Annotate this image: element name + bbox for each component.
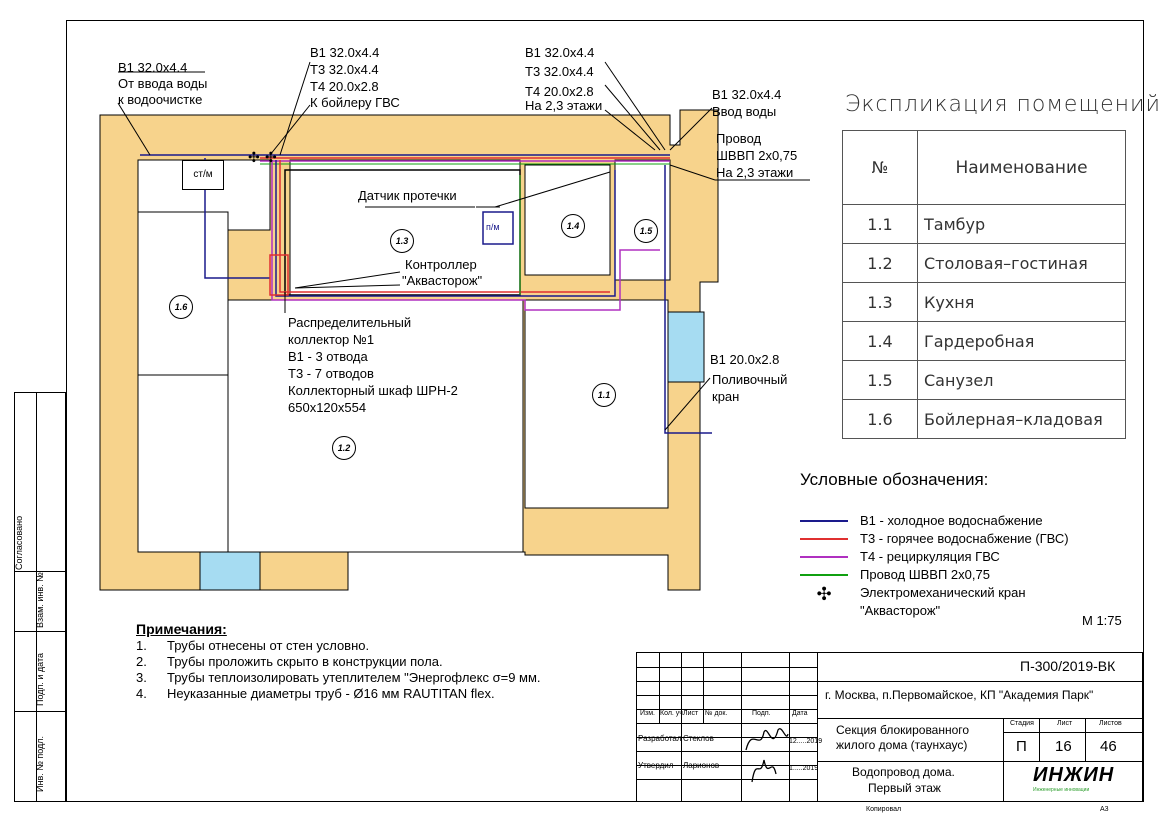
- legend-text: Т3 - горячее водоснабжение (ГВС): [860, 531, 1069, 546]
- stamp-app-date: 1.....2019: [789, 765, 819, 772]
- notes-list: [136, 638, 541, 702]
- wire-label-2: ШВВП 2х0,75: [716, 148, 798, 163]
- explication-name: Столовая–гостиная: [918, 244, 1126, 283]
- stamp-kol: Кол. уч: [660, 710, 683, 717]
- cold-in-text2: к водоочистке: [118, 92, 203, 107]
- svg-text:✣: ✣: [265, 150, 277, 166]
- legend-text: "Аквасторож": [860, 603, 941, 618]
- stamp-app-name: Ларионов: [683, 761, 720, 770]
- legend-item: [800, 548, 1069, 566]
- floor23-t4-label: Т4 20.0х2.8: [525, 84, 594, 99]
- stamp-object-2: жилого дома (таунхаус): [836, 738, 968, 752]
- company-logo: ИНЖИН: [1033, 764, 1115, 786]
- boiler-b1-label: В1 32.0х4.4: [310, 45, 380, 60]
- note-number: 2.: [136, 654, 147, 669]
- legend-title: Условные обозначения:: [800, 470, 989, 489]
- stamp-date: Дата: [792, 710, 808, 717]
- stamp-izm: Изм.: [640, 710, 655, 717]
- explication-table: [842, 130, 1126, 439]
- legend-swatch: [800, 520, 848, 522]
- stamp-sheet-header: Лист: [1057, 720, 1073, 727]
- stamp-code: П-300/2019-ВК: [1020, 658, 1116, 674]
- entry-b1-label: В1 32.0х4.4: [712, 87, 782, 102]
- room-number: 1.4: [561, 214, 585, 238]
- stamp-sheet: 16: [1055, 738, 1072, 755]
- room-number: 1.3: [390, 229, 414, 253]
- note-number: 1.: [136, 638, 147, 653]
- stamp-stage-header: Стадия: [1010, 720, 1034, 727]
- collector-line: Коллекторный шкаф ШРН-2: [288, 383, 458, 398]
- stamp-doc: № док.: [705, 710, 728, 717]
- side-inv1: Взам. инв. №: [35, 572, 45, 628]
- room-number: 1.6: [169, 295, 193, 319]
- entry-text: Ввод воды: [712, 104, 777, 119]
- note-item: [136, 670, 541, 686]
- legend-item: [800, 512, 1069, 530]
- side-sign: Подп. и дата: [35, 652, 45, 706]
- svg-text:✣: ✣: [248, 150, 260, 166]
- stamp-app-role: Утвердил: [638, 761, 674, 770]
- wire-label-1: Провод: [716, 131, 762, 146]
- legend-text: Электромеханический кран: [860, 585, 1026, 600]
- explication-name: Бойлерная–кладовая: [918, 400, 1126, 439]
- stamp-dev-name: Стеклов: [683, 734, 714, 743]
- company-logo-sub: Инженерные инновации: [1033, 787, 1090, 793]
- note-number: 3.: [136, 670, 147, 685]
- cold-in-pipe-label: В1 32.0х4.4: [118, 60, 188, 75]
- floor23-b1-label: В1 32.0х4.4: [525, 45, 595, 60]
- boiler-text: К бойлеру ГВС: [310, 95, 400, 110]
- side-agreed: Согласовано: [14, 515, 24, 570]
- stamp-copied: Копировал: [866, 806, 902, 813]
- legend-item: [800, 530, 1069, 548]
- controller-label-2: "Аквасторож": [402, 273, 483, 288]
- stamp-podp: Подп.: [752, 710, 771, 717]
- stamp-sheet-title-2: Первый этаж: [868, 781, 941, 795]
- explication-name: Тамбур: [918, 205, 1126, 244]
- floor23-t3-label: Т3 32.0х4.4: [525, 64, 594, 79]
- irrigation-b1-label: В1 20.0х2.8: [710, 352, 780, 367]
- leak-sensor-label: Датчик протечки: [358, 188, 457, 203]
- collector-line: В1 - 3 отвода: [288, 349, 368, 364]
- stamp-address: г. Москва, п.Первомайское, КП "Академия Парк": [825, 688, 1094, 702]
- legend-text: Т4 - рециркуляция ГВС: [860, 549, 1000, 564]
- explication-no: 1.1: [843, 205, 918, 244]
- stamp-list: Лист: [683, 710, 699, 717]
- explication-col-no: №: [843, 131, 918, 205]
- room-number: 1.5: [634, 219, 658, 243]
- note-text: Трубы теплоизолировать утеплителем "Энергофлекс σ=9 мм.: [167, 670, 541, 685]
- note-number: 4.: [136, 686, 147, 701]
- explication-no: 1.2: [843, 244, 918, 283]
- legend-item: [800, 566, 1069, 584]
- legend-text: В1 - холодное водоснабжение: [860, 513, 1043, 528]
- legend-swatch: [800, 556, 848, 558]
- riser-box: ст/м: [182, 160, 224, 190]
- valve-icon: ✣: [816, 584, 832, 605]
- collector-note: [288, 314, 458, 416]
- wire-label-3: На 2,3 этажи: [716, 165, 794, 180]
- explication-no: 1.6: [843, 400, 918, 439]
- legend-swatch: [800, 574, 848, 576]
- explication-no: 1.5: [843, 361, 918, 400]
- stamp-dev-role: Разработал: [638, 734, 682, 743]
- collector-line: Распределительный: [288, 315, 412, 330]
- explication-col-name: Наименование: [918, 131, 1126, 205]
- floor23-text: На 2,3 этажи: [525, 98, 603, 113]
- explication-title: Экспликация помещений: [845, 92, 1161, 117]
- controller-label-1: Контроллер: [405, 257, 477, 272]
- explication-name: Санузел: [918, 361, 1126, 400]
- side-inv2: Инв. № подл.: [35, 735, 45, 792]
- room-number: 1.1: [592, 383, 616, 407]
- explication-no: 1.3: [843, 283, 918, 322]
- boiler-t4-label: Т4 20.0х2.8: [310, 79, 379, 94]
- stamp-sheet-title-1: Водопровод дома.: [852, 765, 955, 779]
- legend-text: Провод ШВВП 2х0,75: [860, 567, 990, 582]
- explication-name: Кухня: [918, 283, 1126, 322]
- note-text: Трубы проложить скрыто в конструкции пола.: [167, 654, 443, 669]
- collector-line: коллектор №1: [288, 332, 375, 347]
- scale-label: М 1:75: [1082, 613, 1122, 628]
- stamp-format: А3: [1100, 806, 1109, 813]
- irrigation-label-2: кран: [712, 389, 740, 404]
- note-text: Трубы отнесены от стен условно.: [167, 638, 370, 653]
- stamp-sheets-header: Листов: [1099, 720, 1122, 727]
- note-text: Неуказанные диаметры труб - Ø16 мм RAUTITAN flex.: [167, 686, 495, 701]
- boiler-t3-label: Т3 32.0х4.4: [310, 62, 379, 77]
- note-item: [136, 654, 541, 670]
- room-number: 1.2: [332, 436, 356, 460]
- irrigation-label-1: Поливочный: [712, 372, 788, 387]
- note-item: [136, 686, 541, 702]
- legend-swatch: [800, 538, 848, 540]
- collector-line: 650х120х554: [288, 400, 367, 415]
- pm-label: п/м: [486, 222, 500, 232]
- stamp-dev-date: 12.....2019: [789, 738, 823, 745]
- signature-2: [748, 752, 778, 786]
- explication-no: 1.4: [843, 322, 918, 361]
- stamp-stage: П: [1016, 738, 1027, 755]
- cold-in-text1: От ввода воды: [118, 76, 208, 91]
- notes-title: Примечания:: [136, 621, 227, 637]
- stamp-sheets: 46: [1100, 738, 1117, 755]
- collector-line: Т3 - 7 отводов: [288, 366, 374, 381]
- explication-name: Гардеробная: [918, 322, 1126, 361]
- stamp-object-1: Секция блокированного: [836, 723, 970, 737]
- legend-item: [800, 584, 1069, 620]
- legend: [800, 512, 1069, 620]
- note-item: [136, 638, 541, 654]
